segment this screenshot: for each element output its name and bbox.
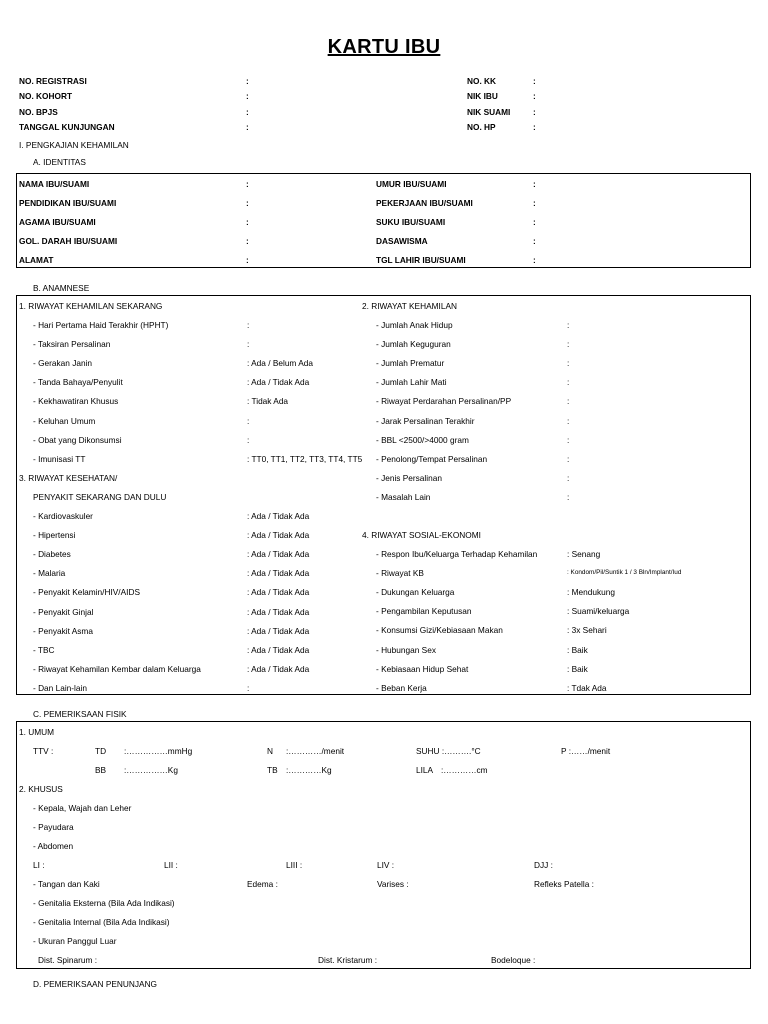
label-umur: UMUR IBU/SUAMI [376,179,447,189]
row-value: : Ada / Tidak Ada [247,587,310,598]
label-tangan-kaki: - Tangan dan Kaki [33,879,100,889]
subsection-identitas: A. IDENTITAS [33,157,86,167]
label-kepala: - Kepala, Wajah dan Leher [33,803,132,813]
label-tanggal-kunjungan: TANGGAL KUNJUNGAN [19,122,115,132]
row-label: - Jumlah Keguguran [376,339,451,350]
row-value: : Ada / Tidak Ada [247,568,310,579]
row-label: - Riwayat Perdarahan Persalinan/PP [376,396,512,407]
row-value: : [567,453,570,464]
row-value: : [247,415,250,426]
row-label: - Gerakan Janin [33,358,93,369]
colon: : [246,76,249,86]
label-suku: SUKU IBU/SUAMI [376,217,446,227]
label-tb: TB [267,765,278,775]
colon: : [533,107,536,117]
label-suhu: SUHU :……….°C [416,746,481,756]
row-label: - Masalah Lain [376,491,431,502]
row-value: : Suami/keluarga [567,606,630,617]
row-label: - BBL <2500/>4000 gram [376,434,469,445]
row-value: : 3x Sehari [567,625,607,636]
label-edema: Edema : [247,879,278,889]
row-value: : Tidak Ada [247,396,289,407]
label-pendidikan: PENDIDIKAN IBU/SUAMI [19,198,117,208]
row-label: - Hari Pertama Haid Terakhir (HPHT) [33,320,169,330]
row-value: : Baik [567,644,588,655]
label-bodeloque: Bodeloque : [491,955,536,965]
row-label: - Kardiovaskuler [33,511,93,521]
row-value: : Kondom/Pil/Suntik 1 / 3 Bln/Implant/Iud [567,569,682,577]
label-no-bpjs: NO. BPJS [19,107,58,117]
row-value: : [567,396,570,407]
value-bb: :……………Kg [124,765,178,775]
subsection-anamnese: B. ANAMNESE [33,283,90,293]
row-label: - Beban Kerja [376,682,427,693]
label-td: TD [95,746,107,756]
colon: : [533,217,536,227]
row-label: - Penyakit Ginjal [33,606,94,617]
pemeriksaan-fisik-box [16,721,751,969]
label-refleks-patella: Refleks Patella : [534,879,594,889]
section-pengkajian-kehamilan: I. PENGKAJIAN KEHAMILAN [19,140,129,150]
row-label: - Hubungan Sex [376,644,436,655]
row-label: - TBC [33,644,55,655]
row-value: : Senang [567,549,601,559]
row-value: : [567,377,570,388]
row-value: : [567,358,570,369]
colon: : [533,91,536,101]
label-n: N [267,746,273,756]
label-li: LI : [33,860,45,870]
heading-penyakit-sekarang: PENYAKIT SEKARANG DAN DULU [33,492,167,502]
row-value: : Ada / Belum Ada [247,358,313,369]
row-label: - Kebiasaan Hidup Sehat [376,663,469,674]
row-value: : Ada / Tidak Ada [247,663,310,674]
row-label: - Hipertensi [33,530,76,541]
row-value: : [567,472,570,483]
row-value: : [567,415,570,426]
colon: : [246,91,249,101]
colon: : [533,198,536,208]
row-label: - Dukungan Keluarga [376,587,455,598]
heading-riwayat-kehamilan: 2. RIWAYAT KEHAMILAN [362,301,457,311]
colon: : [246,198,249,208]
row-value: : Ada / Tidak Ada [247,377,310,388]
colon: : [533,122,536,132]
row-value: : Ada / Tidak Ada [247,625,310,636]
row-label: - Kekhawatiran Khusus [33,396,119,407]
row-value: : [567,320,570,330]
row-label: - Penyakit Kelamin/HIV/AIDS [33,587,140,598]
label-djj: DJJ : [534,860,553,870]
row-value: : [247,320,250,330]
row-label: - Obat yang Dikonsumsi [33,434,122,445]
row-label: - Malaria [33,568,66,579]
label-pekerjaan: PEKERJAAN IBU/SUAMI [376,198,473,208]
row-label: - Dan Lain-lain [33,682,87,693]
row-label: - Diabetes [33,549,71,560]
colon: : [246,122,249,132]
row-label: - Jumlah Anak Hidup [376,320,453,330]
row-label: - Respon Ibu/Keluarga Terhadap Kehamilan [376,549,538,559]
label-genitalia-eksterna: - Genitalia Eksterna (Bila Ada Indikasi) [33,898,175,908]
row-label: - Pengambilan Keputusan [376,606,472,617]
label-genitalia-internal: - Genitalia Internal (Bila Ada Indikasi) [33,917,170,927]
label-lila: LILA [416,765,434,775]
row-value: : Ada / Tidak Ada [247,606,310,617]
page-title: KARTU IBU [327,36,441,58]
label-dist-spinarum: Dist. Spinarum : [38,955,98,965]
label-agama: AGAMA IBU/SUAMI [19,217,96,227]
row-label: - Konsumsi Gizi/Kebiasaan Makan [376,625,503,636]
label-abdomen: - Abdomen [33,841,74,851]
label-ttv: TTV : [33,746,54,756]
row-value: : Tdak Ada [567,682,607,693]
label-no-registrasi: NO. REGISTRASI [19,76,87,86]
row-label: - Jumlah Prematur [376,358,445,369]
value-td: :……………mmHg [124,746,193,756]
label-payudara: - Payudara [33,822,74,832]
row-value: : TT0, TT1, TT2, TT3, TT4, TT5 [247,453,363,464]
row-label: - Keluhan Umum [33,415,96,426]
value-tb: :…………Kg [286,765,332,775]
row-value: : [247,434,250,445]
row-value: : Mendukung [567,587,615,598]
label-no-hp: NO. HP [467,122,496,132]
label-ukuran-panggul: - Ukuran Panggul Luar [33,936,117,946]
row-value: : [247,339,250,350]
row-label: - Jenis Persalinan [376,472,442,483]
row-value: : [247,682,250,693]
row-value: : Baik [567,663,588,674]
row-label: - Riwayat Kehamilan Kembar dalam Keluarga [33,663,201,674]
value-lila: :…………cm [441,765,488,775]
row-label: - Penyakit Asma [33,625,93,636]
colon: : [533,76,536,86]
label-bb: BB [95,765,107,775]
colon: : [246,217,249,227]
label-no-kohort: NO. KOHORT [19,91,73,101]
label-tgl-lahir: TGL LAHIR IBU/SUAMI [376,255,466,265]
row-value: : [567,491,570,502]
label-lii: LII : [164,860,178,870]
heading-riwayat-kehamilan-sekarang: 1. RIWAYAT KEHAMILAN SEKARANG [19,301,163,311]
row-value: : [567,434,570,445]
row-value: : Ada / Tidak Ada [247,644,310,655]
heading-umum: 1. UMUM [19,727,55,737]
row-value: : Ada / Tidak Ada [247,530,310,541]
label-dasawisma: DASAWISMA [376,236,428,246]
subsection-pemeriksaan-penunjang: D. PEMERIKSAAN PENUNJANG [33,979,158,989]
colon: : [246,236,249,246]
label-alamat: ALAMAT [19,255,54,265]
heading-riwayat-kesehatan: 3. RIWAYAT KESEHATAN/ [19,473,118,483]
label-liv: LIV : [377,860,395,870]
row-label: - Tanda Bahaya/Penyulit [33,377,123,388]
row-label: - Jarak Persalinan Terakhir [376,415,475,426]
row-value: : Ada / Tidak Ada [247,549,310,560]
heading-sosial-ekonomi: 4. RIWAYAT SOSIAL-EKONOMI [362,530,481,540]
colon: : [533,179,536,189]
colon: : [246,107,249,117]
row-label: - Jumlah Lahir Mati [376,377,447,388]
row-label: - Penolong/Tempat Persalinan [376,453,488,464]
label-p: P :……/menit [561,746,611,756]
label-no-kk: NO. KK [467,76,497,86]
heading-khusus: 2. KHUSUS [19,784,63,794]
label-nik-suami: NIK SUAMI [467,107,511,117]
row-label: - Riwayat KB [376,568,424,579]
subsection-pemeriksaan-fisik: C. PEMERIKSAAN FISIK [33,709,127,719]
row-value: : [567,339,570,350]
label-liii: LIII : [286,860,303,870]
row-label: - Taksiran Persalinan [33,339,111,350]
colon: : [246,255,249,265]
row-label: - Imunisasi TT [33,453,86,464]
label-dist-kristarum: Dist. Kristarum : [318,955,378,965]
row-value: : Ada / Tidak Ada [247,511,310,521]
label-varises: Varises : [377,879,409,889]
colon: : [533,255,536,265]
label-nik-ibu: NIK IBU [467,91,498,101]
label-nama: NAMA IBU/SUAMI [19,179,90,189]
value-n: :…………/menit [286,746,345,756]
label-gol-darah: GOL. DARAH IBU/SUAMI [19,236,118,246]
colon: : [246,179,249,189]
colon: : [533,236,536,246]
